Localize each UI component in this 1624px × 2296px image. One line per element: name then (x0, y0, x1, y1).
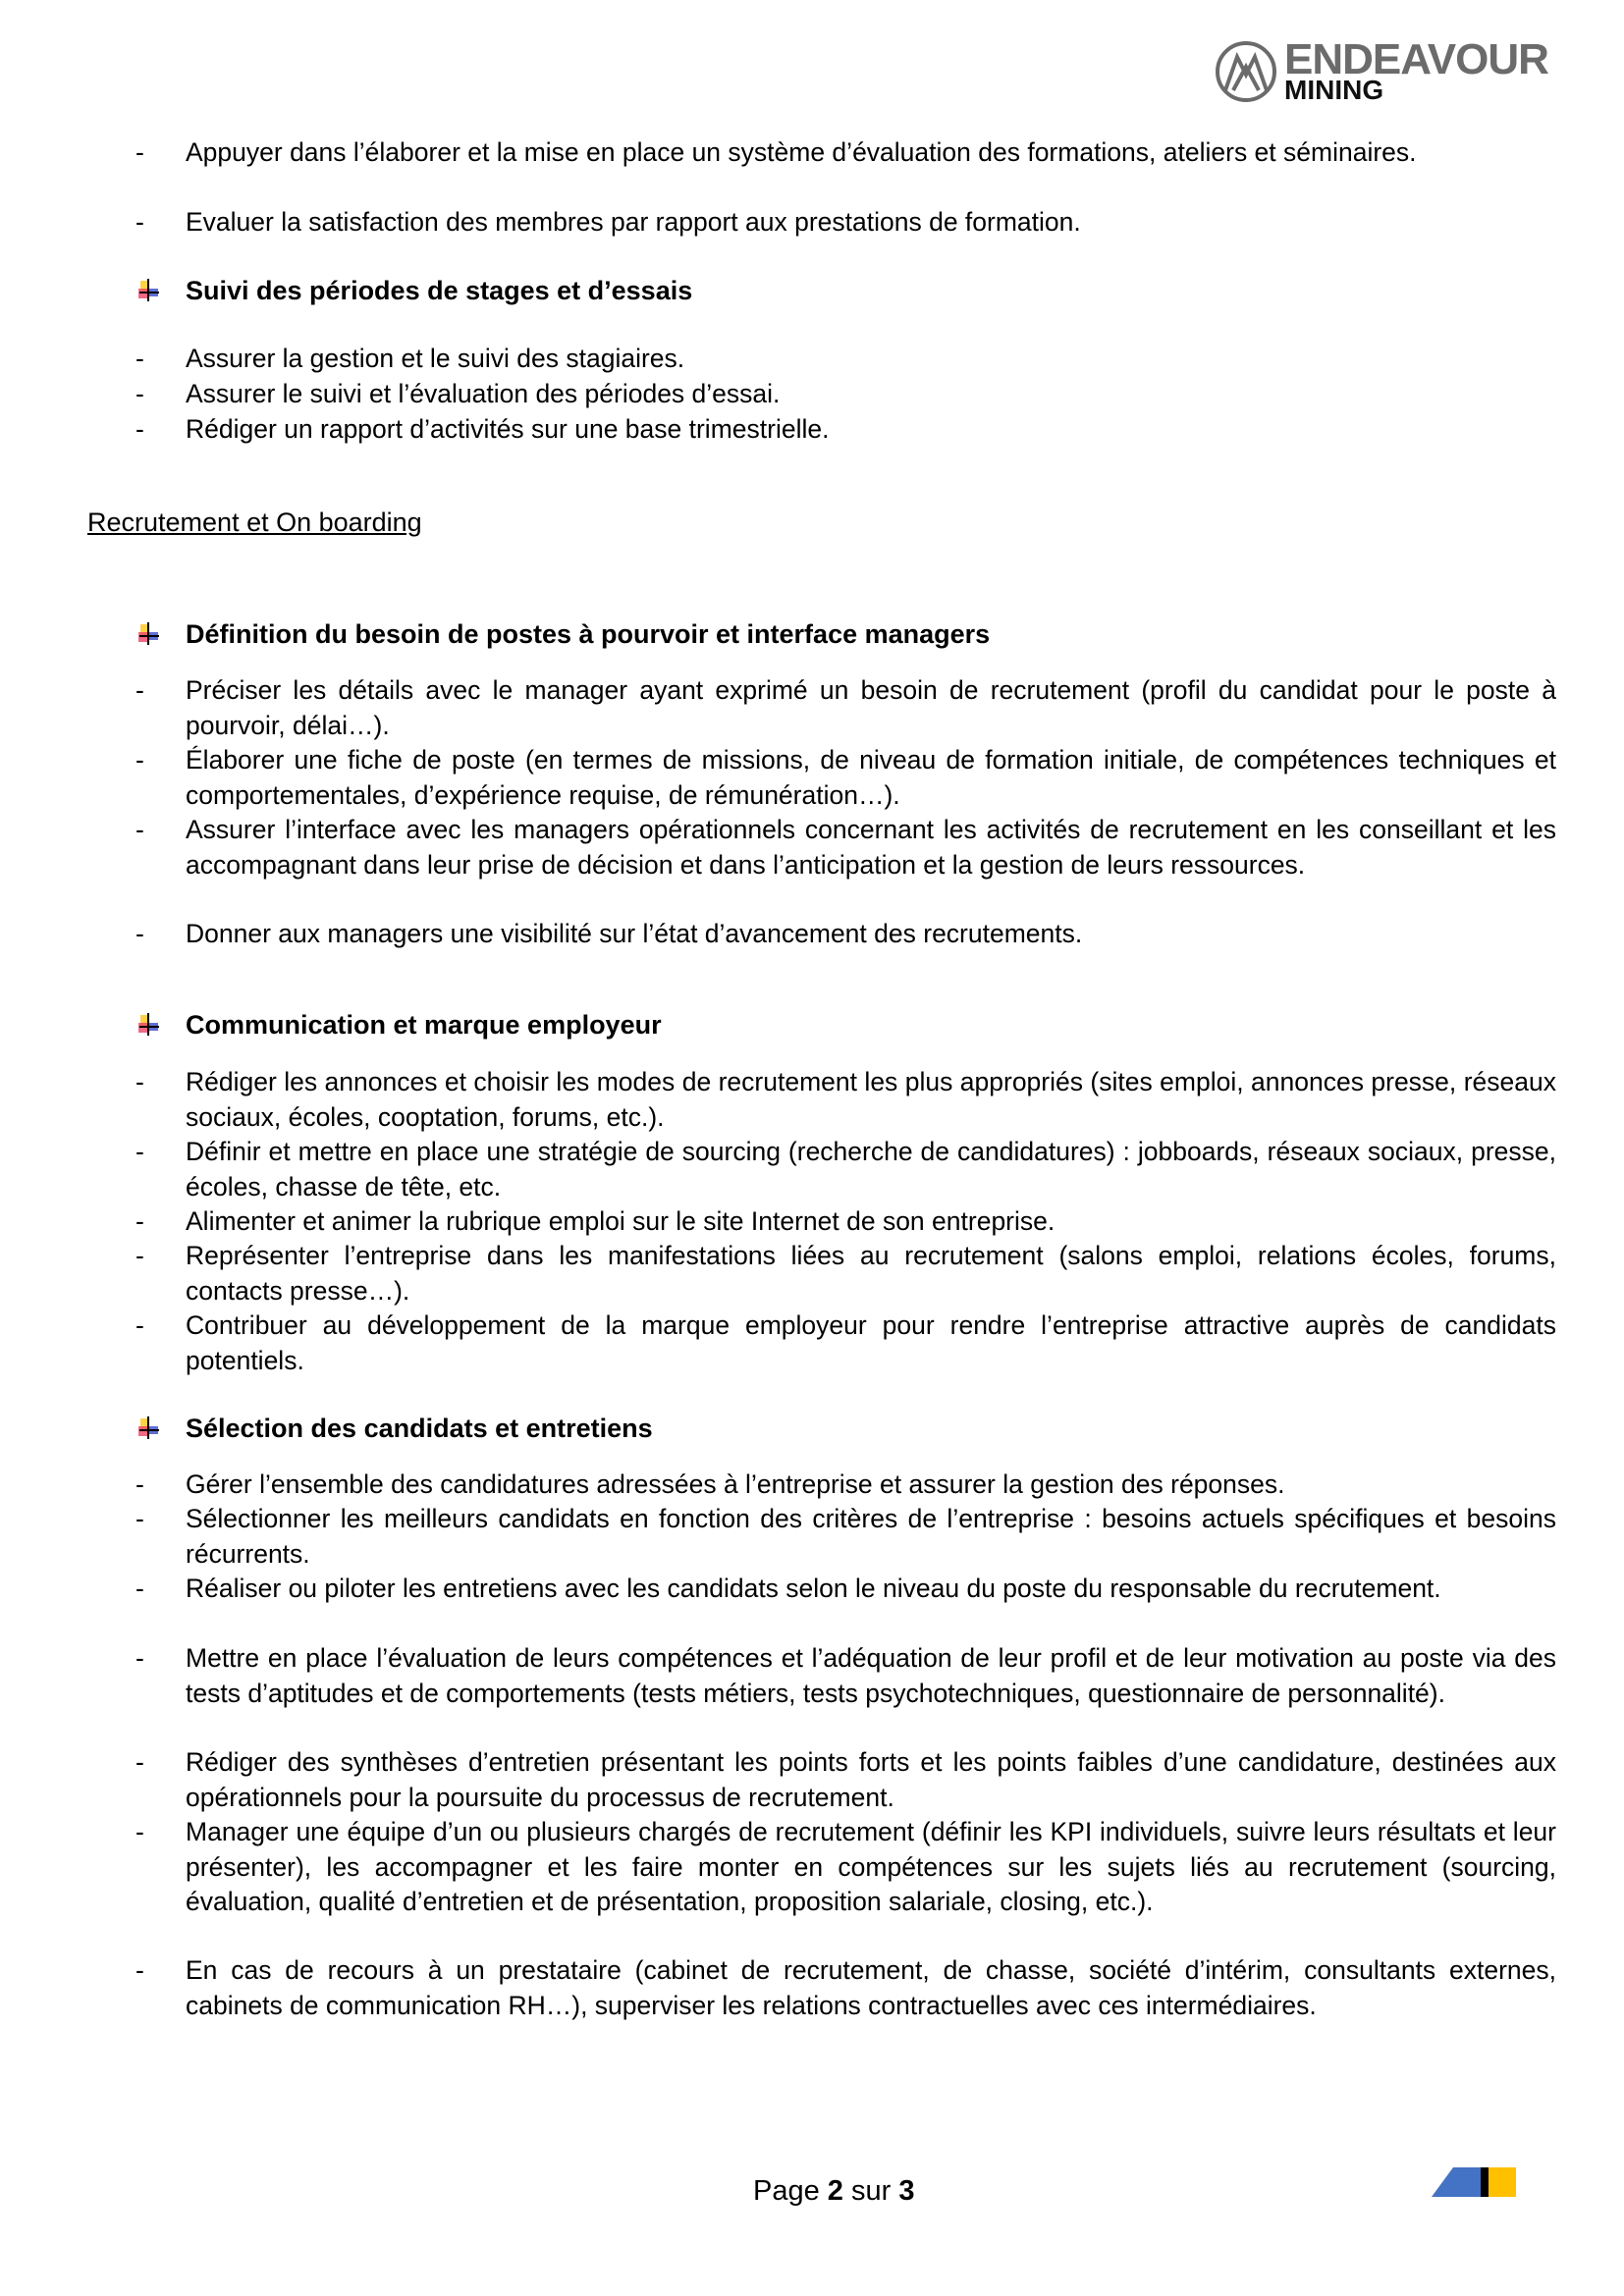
list-item-text: Assurer l’interface avec les managers opérationnels concernant les activités de recrutement en les conseillant et les accompagnant dans leur prise de décision et dans l’anticipation et la gestion de leurs ressources. (186, 815, 1556, 880)
dash-bullet: - (135, 1643, 144, 1673)
dash-bullet: - (135, 1817, 144, 1846)
list-item-text: Rédiger des synthèses d’entretien présentant les points forts et les points faibles d’une candidature, destinées aux opérationnels pour la poursuite du processus de recrutement. (186, 1747, 1556, 1812)
dash-bullet: - (135, 1241, 144, 1270)
list-item-text: Sélectionner les meilleurs candidats en fonction des critères de l’entreprise : besoins actuels spécifiques et besoins récurrents. (186, 1504, 1556, 1569)
dash-bullet: - (135, 919, 144, 948)
list-item-text: Réaliser ou piloter les entretiens avec les candidats selon le niveau du poste du responsable du recrutement. (186, 1574, 1441, 1603)
list-item-text: Appuyer dans l’élaborer et la mise en place un système d’évaluation des formations, ateliers et séminaires. (186, 137, 1417, 167)
list-item-text: Définir et mettre en place une stratégie de sourcing (recherche de candidatures) : jobboards, réseaux sociaux, presse, écoles, chasse de tête, etc. (186, 1137, 1556, 1201)
list-item (135, 813, 1556, 882)
list-item-text: Mettre en place l’évaluation de leurs compétences et l’adéquation de leur profil et de leur motivation au poste via des tests d’aptitudes et de comportements (tests métiers, tests psychotechniques, questionnaire de personnalité). (186, 1643, 1556, 1708)
sur-word: sur (851, 2175, 892, 2207)
section-heading: Recrutement et On boarding (87, 507, 422, 537)
list-item-text: Rédiger les annonces et choisir les modes de recrutement les plus appropriés (sites emploi, annonces presse, réseaux sociaux, écoles, cooptation, forums, etc.). (186, 1067, 1556, 1132)
dash-bullet: - (135, 1504, 144, 1533)
subsection-heading (186, 1007, 662, 1042)
dash-bullet: - (135, 414, 144, 444)
dash-bullet: - (135, 207, 144, 237)
subsection-heading (186, 273, 692, 308)
arrow-bullet-icon (136, 277, 162, 302)
dash-bullet: - (135, 745, 144, 774)
dash-bullet: - (135, 379, 144, 408)
list-item (135, 1204, 1556, 1240)
dash-bullet: - (135, 815, 144, 844)
arrow-bullet-icon (136, 1011, 162, 1037)
subsection-title: Sélection des candidats et entretiens (186, 1414, 653, 1443)
list-item (135, 1135, 1556, 1204)
dash-bullet: - (135, 1206, 144, 1236)
subsection-title: Suivi des périodes de stages et d’essais (186, 276, 693, 305)
list-item-text: Gérer l’ensemble des candidatures adressées à l’entreprise et assurer la gestion des réponses. (186, 1469, 1285, 1499)
dash-bullet: - (135, 675, 144, 705)
subsection-heading (186, 1411, 653, 1446)
list-item-text: Contribuer au développement de la marque employeur pour rendre l’entreprise attractive auprès de candidats potentiels. (186, 1310, 1556, 1375)
list-item-text: Alimenter et animer la rubrique emploi sur le site Internet de son entreprise. (186, 1206, 1056, 1236)
list-item (135, 135, 1556, 171)
list-item-text: Assurer le suivi et l’évaluation des périodes d’essai. (186, 379, 781, 408)
endeavour-mining-logo (1214, 35, 1567, 108)
dash-bullet: - (135, 137, 144, 167)
subsection-heading (186, 616, 990, 652)
list-item (135, 1065, 1556, 1135)
list-item-text: Manager une équipe d’un ou plusieurs chargés de recrutement (définir les KPI individuels, suivre leurs résultats et leur présenter), les accompagner et les faire monter en compétences sur les sujets liés au recrutement (sourcing, évaluation, qualité d’entretien et de présentation, proposition salariale, closing, etc.). (186, 1817, 1556, 1916)
list-item (135, 1502, 1556, 1572)
list-item (135, 1239, 1556, 1308)
dash-bullet: - (135, 1574, 144, 1603)
arrow-bullet-icon (136, 1415, 162, 1440)
deco-black (1481, 2167, 1489, 2197)
dash-bullet: - (135, 1310, 144, 1340)
page-word: Page (753, 2175, 820, 2207)
list-item (135, 1308, 1556, 1378)
list-item-text: Rédiger un rapport d’activités sur une base trimestrielle. (186, 414, 830, 444)
subsection-title: Communication et marque employeur (186, 1010, 662, 1040)
list-item-text: Evaluer la satisfaction des membres par rapport aux prestations de formation. (186, 207, 1081, 237)
dash-bullet: - (135, 1469, 144, 1499)
list-item-text: En cas de recours à un prestataire (cabinet de recrutement, de chasse, société d’intérim, consultants externes, cabinets de communication RH…), superviser les relations contractuelles avec ces intermédiaires. (186, 1955, 1556, 2020)
list-item (135, 342, 1556, 377)
list-item (135, 412, 1556, 448)
list-item (135, 377, 1556, 412)
deco-yellow (1489, 2167, 1516, 2197)
dash-bullet: - (135, 1955, 144, 1985)
list-item (135, 1641, 1556, 1711)
list-item-text: Représenter l’entreprise dans les manifestations liées au recrutement (salons emploi, relations écoles, forums, contacts presse…). (186, 1241, 1556, 1306)
list-item (135, 1468, 1556, 1503)
logo-text-mining: MINING (1284, 75, 1384, 105)
list-item (135, 1745, 1556, 1815)
list-item-text: Donner aux managers une visibilité sur l’état d’avancement des recrutements. (186, 919, 1083, 948)
subsection-title: Définition du besoin de postes à pourvoir et interface managers (186, 619, 991, 649)
list-item (135, 205, 1556, 240)
logo-text-endeavour: ENDEAVOUR (1284, 35, 1548, 83)
footer-decoration-icon (1432, 2167, 1540, 2199)
list-item (135, 1815, 1556, 1920)
deco-blue (1432, 2167, 1481, 2197)
list-item (135, 917, 1556, 952)
list-item (135, 1953, 1556, 2023)
mountain-logo-icon (1214, 39, 1278, 104)
list-item (135, 1572, 1556, 1607)
list-item-text: Préciser les détails avec le manager ayant exprimé un besoin de recrutement (profil du candidat pour le poste à pourvoir, délai…). (186, 675, 1556, 740)
list-item-text: Assurer la gestion et le suivi des stagiaires. (186, 344, 685, 373)
page-number (753, 2175, 915, 2208)
list-item (135, 673, 1556, 743)
dash-bullet: - (135, 1067, 144, 1096)
arrow-bullet-icon (136, 620, 162, 646)
list-item-text: Élaborer une fiche de poste (en termes de missions, de niveau de formation initiale, de compétences techniques et comportementales, d’expérience requise, de rémunération…). (186, 745, 1556, 810)
list-item (135, 743, 1556, 813)
dash-bullet: - (135, 344, 144, 373)
total-pages: 3 (898, 2175, 915, 2207)
dash-bullet: - (135, 1747, 144, 1777)
current-page: 2 (827, 2175, 843, 2207)
dash-bullet: - (135, 1137, 144, 1166)
